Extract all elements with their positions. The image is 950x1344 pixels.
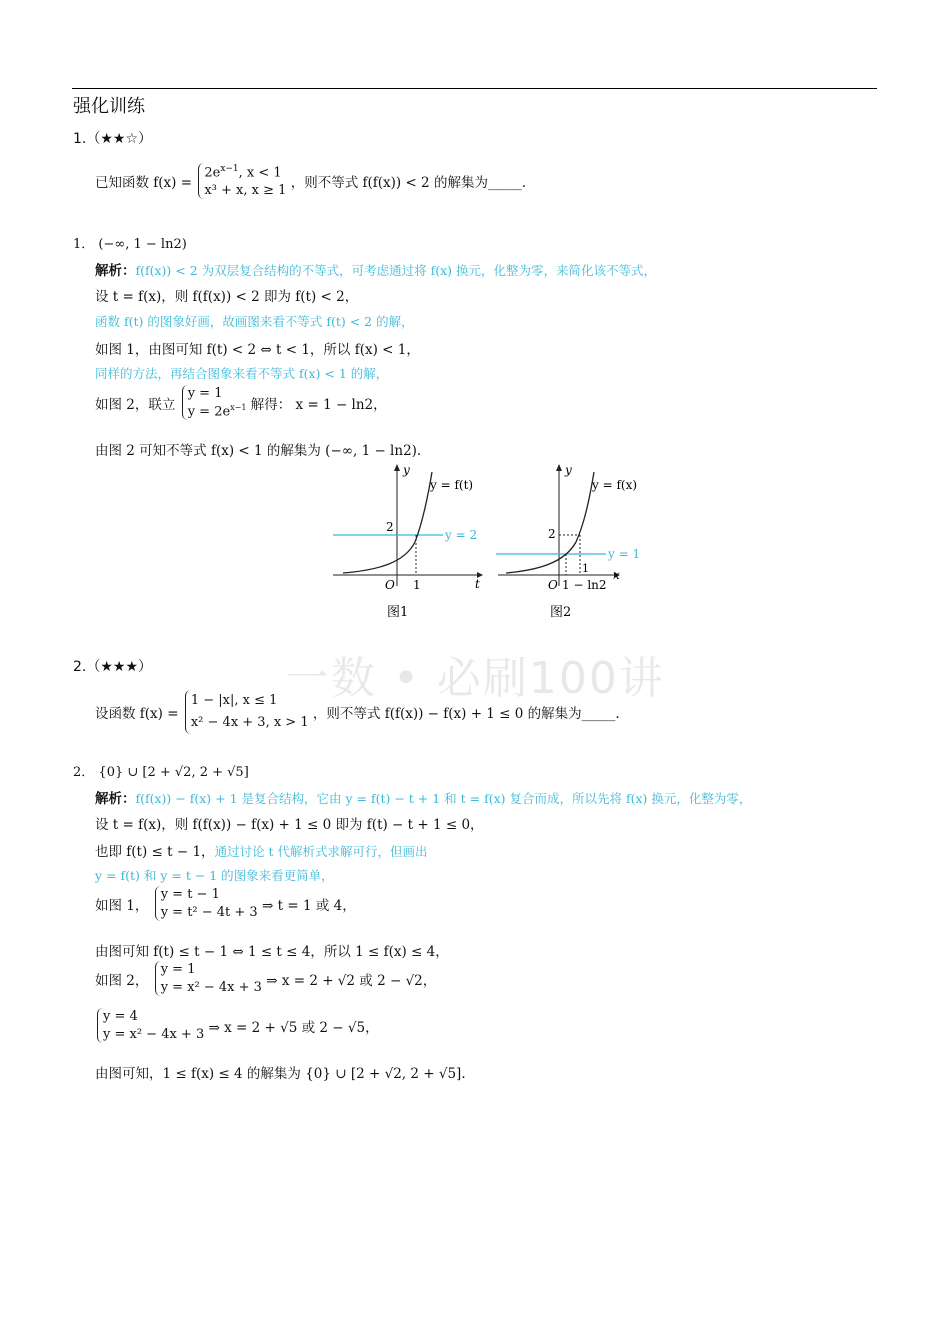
q1-number: 1. [73,131,87,147]
fig2-tick-x2: 1 − ln2 [562,578,607,592]
a2-line3 [95,840,428,860]
a2-system-c [97,1008,204,1043]
a1-number: 1． [73,237,95,252]
a1-line1 [95,259,656,279]
a2-blue1: f(f(x)) − f(x) + 1 是复合结构，它由 y = f(t) − t + 1 和 t = f(x) 复合而成，所以先将 f(x) 换元，化整为零， [135,791,752,806]
a2-line1 [95,787,751,807]
a1-blue1: f(f(x)) < 2 为双层复合结构的不等式，可考虑通过将 f(x) 换元，化整为零，来简化该不等式， [135,263,657,278]
a2-line2: 设 t = f(x)，则 f(f(x)) − f(x) + 1 ≤ 0 即为 f(t) − t + 1 ≤ 0， [95,817,484,833]
fig2-h-label: y = 1 [608,547,641,561]
q2-case1: 1 − |x|, x ≤ 1 [190,693,278,708]
a2-line7-prefix: 如图 2， [95,972,149,989]
q1-stem [95,163,526,199]
figure-2 [490,462,650,622]
a2-line3-blue: 通过讨论 t 代解析式求解可行，但画出 [214,844,428,859]
q1-piecewise [198,163,286,199]
fig1-tick-y: 2 [386,520,394,534]
watermark: 一数 • 必刷100讲 [285,653,665,704]
a2-system-a [155,886,258,921]
a1-blue3: 同样的方法，再结合图象来看不等式 f(x) < 1 的解， [95,366,389,381]
a2-answer: {0} ∪ [2 + √2, 2 + √5] [98,765,249,780]
a2-line5-prefix: 如图 1， [95,897,149,914]
fig1-y-label: y [403,463,410,477]
q1-stem-suffix: ，则不等式 f(f(x)) < 2 的解集为_____. [290,175,526,192]
q2-stem-prefix: 设函数 f(x) = [95,706,179,723]
a2-line7 [95,961,436,996]
a1-label: 解析： [95,263,136,279]
a2-number: 2． [73,765,95,780]
q1-stem-prefix: 已知函数 f(x) = [95,175,193,192]
a2-line8-suffix: ⇒ x = 2 + √5 或 2 − √5， [208,1019,379,1036]
a2-line3-black: 也即 f(t) ≤ t − 1， [95,844,215,860]
fig1-x-label: t [475,577,480,591]
a2-label: 解析： [95,791,136,807]
a1-system [182,385,247,420]
q2-stars: （★★★） [86,659,153,675]
a1-answer-line [73,233,187,252]
section-title: 强化训练 [73,96,145,117]
q1-case2: x³ + x, x ≥ 1 [204,182,287,198]
a2-blue4: y = f(t) 和 y = t − 1 的图象来看更简单， [95,868,334,883]
a2-sysA1: y = t − 1 [160,887,220,902]
a1-line2: 设 t = f(x)，则 f(f(x)) < 2 即为 f(t) < 2， [95,289,359,305]
a2-line5-suffix: ⇒ t = 1 或 4， [262,897,356,914]
fig2-curve-label: y = f(x) [592,478,638,492]
a1-blue2: 函数 f(t) 的图象好画，故画图来看不等式 f(t) < 2 的解， [95,314,414,329]
fig2-x-label: x [613,568,620,582]
fig2-y-arrow [556,464,562,471]
a2-line9: 由图可知，1 ≤ f(x) ≤ 4 的解集为 {0} ∪ [2 + √2, 2 + √5]. [95,1066,466,1082]
a2-line7-suffix: ⇒ x = 2 + √2 或 2 − √2， [266,972,437,989]
fig1-tick-x: 1 [413,578,421,592]
a1-sys1: y = 1 [187,386,223,401]
q2-piecewise [185,690,309,734]
q2-number: 2. [73,659,87,675]
a1-line4 [95,385,387,420]
q1-stars: （★★☆） [86,131,153,147]
a2-system-b [155,961,262,996]
a2-sysB2: y = x² − 4x + 3 [160,979,262,995]
a1-line4-suffix: 解得： x = 1 − ln2， [250,396,387,413]
q2-stem [95,690,620,734]
a2-sysC2: y = x² − 4x + 3 [103,1026,205,1042]
a2-sysC1: y = 4 [103,1009,138,1024]
a2-sysB1: y = 1 [160,962,196,977]
a2-sysA2: y = t² − 4t + 3 [160,904,258,920]
fig2-curve [506,472,594,573]
fig1-y-arrow [394,464,400,471]
a2-line8 [95,1008,379,1043]
a2-answer-line [73,761,249,780]
a2-line6: 由图可知 f(t) ≤ t − 1 ⇔ 1 ≤ t ≤ 4，所以 1 ≤ f(x) ≤ 4， [95,944,449,960]
fig2-y-label: y [565,463,572,477]
a1-line4-prefix: 如图 2，联立 [95,396,176,413]
a2-line5 [95,886,356,921]
fig2-origin: O [548,578,558,592]
header-rule [72,88,877,89]
q2-case2: x² − 4x + 3, x > 1 [190,715,309,731]
q2-stem-suffix: ，则不等式 f(f(x)) − f(x) + 1 ≤ 0 的解集为_____. [312,706,620,723]
q2-header [73,656,152,676]
fig1-h-label: y = 2 [445,528,478,542]
fig2-tick-y: 2 [548,527,556,541]
fig1-origin: O [385,578,395,592]
fig1-curve-label: y = f(t) [430,478,474,492]
a1-sys2: $y = 2e^{x-1}$ [187,402,247,419]
fig2-caption: 图2 [550,605,572,620]
q1-header [73,128,152,148]
a1-line5: 由图 2 可知不等式 f(x) < 1 的解集为 (−∞, 1 − ln2). [95,443,422,459]
figure-1 [325,462,485,622]
q1-case1: $2e^{x-1}$, x < 1 [204,164,282,181]
fig2-tick-x1: 1 [582,562,589,575]
a1-answer: (−∞, 1 − ln2) [98,237,187,252]
a1-line3: 如图 1，由图可知 f(t) < 2 ⇔ t < 1，所以 f(x) < 1， [95,342,420,358]
fig1-caption: 图1 [387,605,409,620]
